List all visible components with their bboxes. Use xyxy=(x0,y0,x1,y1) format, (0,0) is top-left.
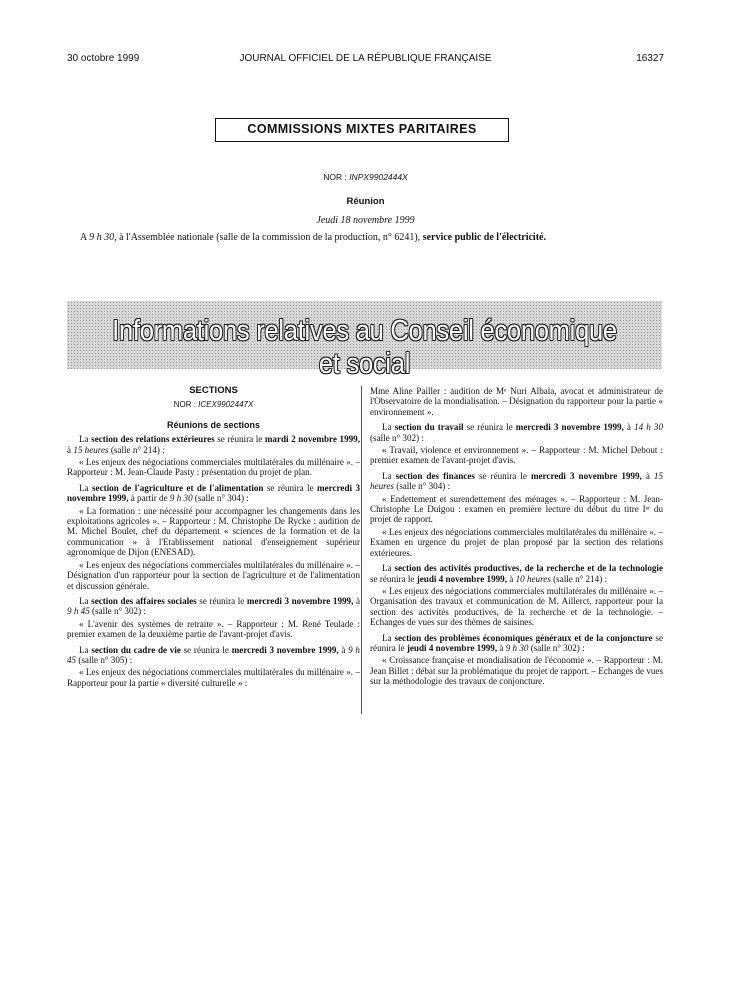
page-number: 16327 xyxy=(636,53,664,64)
sections-nor: NOR : ICEX9902447X xyxy=(173,400,254,410)
header-date: 30 octobre 1999 xyxy=(67,53,140,64)
paragraph: La section des finances se réunira le mercredi 3 novembre 1999, à 15 heures (salle n° 304) : xyxy=(370,470,663,492)
paragraph: « Les enjeux des négociations commerciales multilatérales du millénaire ». – Désignation d'un rapporteur pour la section de l'agriculture et de l'alimentation et discussion générale. xyxy=(67,559,360,591)
paragraph: « Travail, violence et environnement ». – Rapporteur : M. Michel Debout : premier examen de l'avant-projet d'avis. xyxy=(370,445,663,466)
paragraph: « Croissance française et mondialisation de l'économie ». – Rapporteur : M. Jean Billet : débat sur la problématique du projet de rapport. – Echanges de vues sur la méthodologie des travaux de conjoncture. xyxy=(370,655,663,687)
paragraph: « La formation : une nécessité pour accompagner les changements dans les exploitations agricoles ». – Rapporteur : M. Christophe De Rycke : audition de M. Michel Boulet, chef du département « sciences de la formation et de la communication » à l'Etablissement national d'enseignement supérieur agronomique de Dijon (ENESAD). xyxy=(67,505,360,558)
sections-title: SECTIONS xyxy=(189,385,238,396)
cmp-title-box xyxy=(215,118,509,142)
paragraph: La section de l'agriculture et de l'alimentation se réunira le mercredi 3 novembre 1999, à partir de 9 h 30 (salle n° 304) : xyxy=(67,482,361,504)
cmp-title: COMMISSIONS MIXTES PARITAIRES xyxy=(247,122,477,136)
nor-label: NOR : xyxy=(323,172,347,182)
ces-banner xyxy=(67,301,662,380)
left-column xyxy=(67,386,360,690)
paragraph: « Les enjeux des négociations commerciales multilatérales du millénaire ». – Rapporteur : M. Jean-Claude Pasty : présentation du projet de plan. xyxy=(67,457,360,478)
paragraph: Mme Aline Pailler : audition de Mᵉ Nuri Albala, avocat et administrateur de l'Observatoire de la mondialisation. – Désignation du rapporteur pour la partie « environnement ». xyxy=(370,386,663,417)
right-column xyxy=(370,386,663,689)
paragraph: La section des affaires sociales se réunira le mercredi 3 novembre 1999, à 9 h 45 (salle n° 302) : xyxy=(67,595,360,617)
paragraph: « Les enjeux des négociations commerciales multilatérales du millénaire ». – Examen en urgence du projet de plan proposé par la section des relations extérieures. xyxy=(370,526,663,558)
cmp-nor xyxy=(0,172,731,182)
banner-title: Informations relatives au Conseil économique et social xyxy=(112,315,617,380)
paragraph: La section des problèmes économiques généraux et de la conjoncture se réunira le jeudi 4 novembre 1999, à 9 h 30 (salle n° 302) : xyxy=(370,632,663,653)
reunion-heading: Réunion xyxy=(346,196,385,207)
paragraph: La section des relations extérieures se réunira le mardi 2 novembre 1999, à 15 heures (salle n° 214) : xyxy=(67,434,360,455)
paragraph: La section des activités productives, de la recherche et de la technologie se réunira le jeudi 4 novembre 1999, à 10 heures (salle n° 214) : xyxy=(370,563,663,584)
paragraph: « Les enjeux des négociations commerciales multilatérales du millénaire ». – Rapporteur pour la partie « diversité culturelle » : xyxy=(67,667,360,688)
reunions-title: Réunions de sections xyxy=(166,419,261,430)
paragraph: « L'avenir des systèmes de retraite ». – Rapporteur : M. René Teulade : premier examen de la deuxième partie de l'avant-projet d'avis. xyxy=(67,618,360,640)
paragraph: La section du cadre de vie se réunira le mercredi 3 novembre 1999, à 9 h 45 (salle n° 305) : xyxy=(67,644,360,665)
column-divider xyxy=(361,386,362,714)
reunion-date: Jeudi 18 novembre 1999 xyxy=(316,215,415,226)
paragraph: « Endettement et surendettement des ménages ». – Rapporteur : M. Jean-Christophe Le Duigou : examen en première lecture du début du titre Iᵉʳ du projet de rapport. xyxy=(370,493,663,525)
paragraph: « Les enjeux des négociations commerciales multilatérales du millénaire ». – Organisation des travaux et communication de M. Aillerct, rapporteur pour la section des activités productives, de la recherche et de la technologie. – Echanges de vues sur des thèmes de saisines. xyxy=(370,585,663,628)
page-header xyxy=(67,53,664,67)
reunion-line: A 9 h 30, à l'Assemblée nationale (salle de la commission de la production, n° 6241), service public de l'électricité. xyxy=(80,232,546,243)
nor-code: INPX9902444X xyxy=(349,172,408,182)
paragraph: La section du travail se réunira le mercredi 3 novembre 1999, à 14 h 30 (salle n° 302) : xyxy=(370,422,663,443)
journal-title: JOURNAL OFFICIEL DE LA RÉPUBLIQUE FRANÇAISE xyxy=(239,53,492,64)
